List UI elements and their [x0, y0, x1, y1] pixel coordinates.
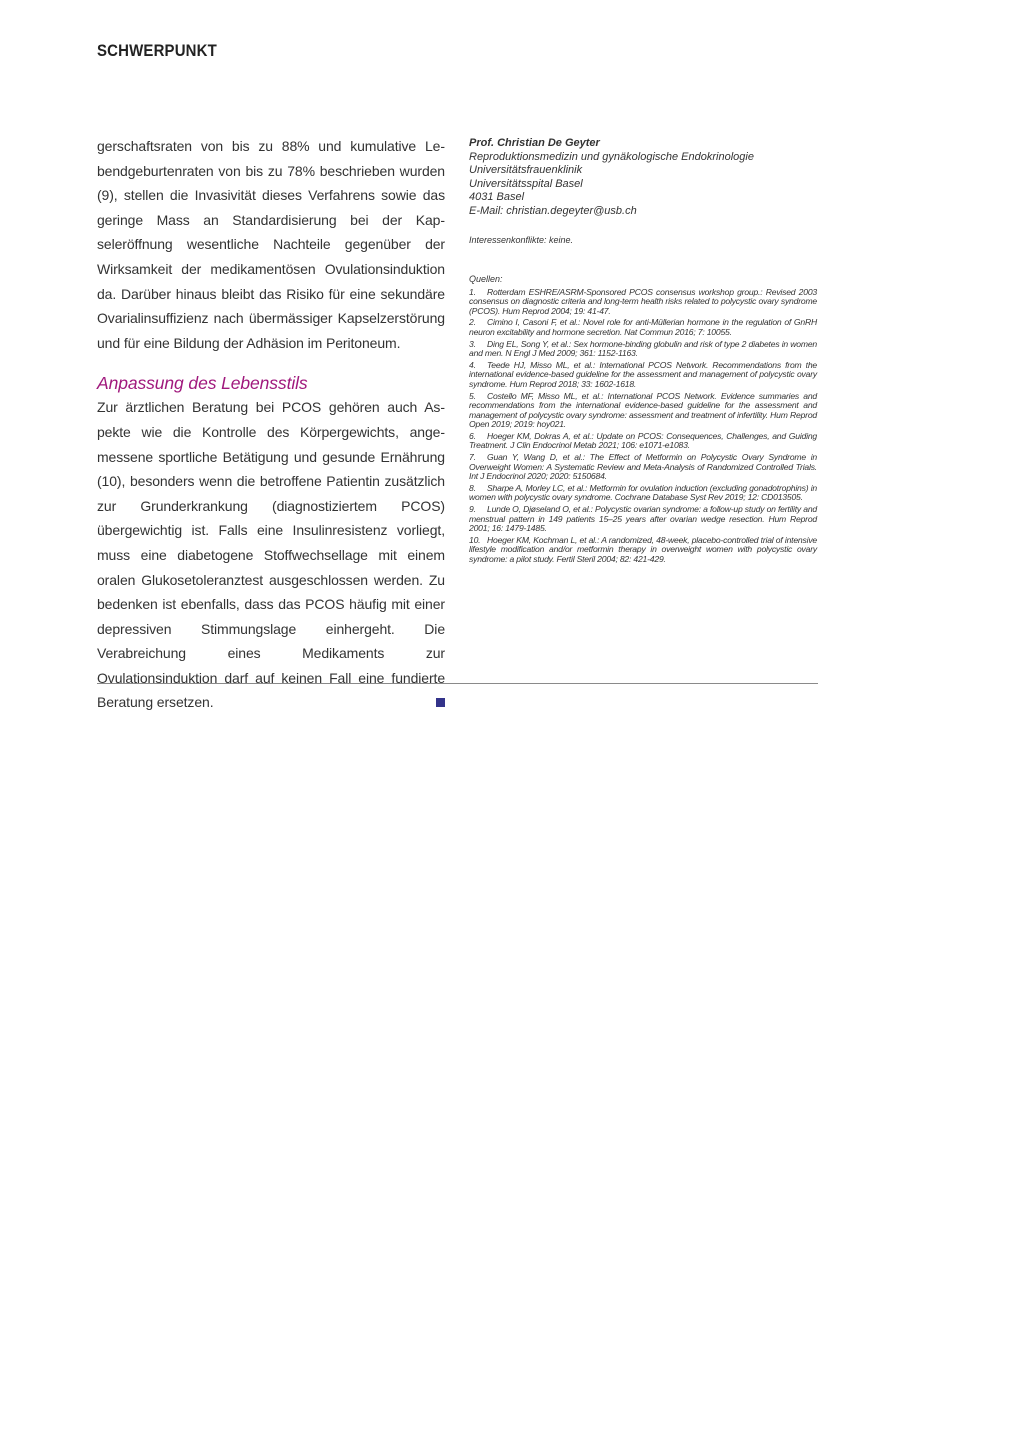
author-affiliation: Universitätsspital Basel — [469, 177, 583, 190]
section-heading: Anpassung des Lebensstils — [97, 373, 308, 394]
reference-text: Hoeger KM, Dokras A, et al.: Update on PCOS: Consequences, Challenges, and Guiding Treatment. J Clin Endocrinol Metab 2021; 106: e1071-e1083. — [469, 430, 817, 451]
reference-number: 10. — [469, 534, 481, 545]
reference-number: 7. — [469, 452, 476, 463]
reference-item — [469, 340, 817, 359]
conflict-of-interest: Interessenkonflikte: keine. — [469, 234, 574, 245]
reference-item — [469, 392, 817, 430]
body-paragraph-text: Zur ärztlichen Beratung bei PCOS gehören auch Aspekte wie die Kontrolle des Körpergewichts, angemessene sportliche Betätigung und gesunde Ernährung (10), besonders wenn die betroffene Patientin zusätzlich zur Grunderkrankung (diagnostiziertem PCOS) übergewichtig ist. Falls eine Insulinresistenz vorliegt, muss eine diabetogene Stoffwechsellage mit einem oralen Glukosetoleranztest ausgeschlossen werden. Zu bedenken ist ebenfalls, dass das PCOS häufig mit einer depressiven Stimmungslage einhergeht. Die Verabreichung eines Medikaments zur Ovulationsinduktion darf auf keinen Fall eine fundierte Beratung ersetzen. — [97, 399, 445, 711]
author-address: 4031 Basel — [469, 191, 525, 204]
reference-list — [469, 288, 817, 565]
reference-number: 8. — [469, 482, 476, 493]
reference-item — [469, 288, 817, 317]
footer-rule — [97, 683, 818, 684]
author-affiliation: Reproduktionsmedizin und gynäkologische Endokrinologie — [469, 150, 754, 163]
reference-item — [469, 536, 817, 565]
reference-item — [469, 505, 817, 534]
main-text-column — [97, 134, 445, 715]
reference-text: Sharpe A, Morley LC, et al.: Metformin for ovulation induction (excluding gonadotrophins) in women with polycystic ovary syndrome. Cochrane Database Syst Rev 2019; 12: CD013505. — [469, 482, 817, 503]
reference-number: 5. — [469, 390, 476, 401]
body-paragraph — [97, 395, 445, 715]
reference-item — [469, 432, 817, 451]
reference-item — [469, 484, 817, 503]
author-name: Prof. Christian De Geyter — [469, 137, 600, 149]
reference-number: 1. — [469, 286, 476, 297]
reference-item — [469, 453, 817, 482]
sources-title: Quellen: — [469, 273, 503, 284]
reference-number: 9. — [469, 504, 476, 515]
reference-text: Teede HJ, Misso ML, et al.: International PCOS Network. Recommendations from the international evidence-based guideline for the assessment and management of polycystic ovary syndrome. Hum Reprod 2018; 33: 1602-1618. — [469, 359, 817, 389]
reference-text: Cimino I, Casoni F, et al.: Novel role for anti-Müllerian hormone in the regulation of GnRH neuron excitability and hormone secretion. Nat Commun 2016; 7: 10055. — [469, 317, 817, 337]
running-head: SCHWERPUNKT — [97, 41, 217, 60]
reference-number: 6. — [469, 430, 476, 441]
reference-number: 3. — [469, 338, 476, 349]
sidebar-column — [469, 137, 817, 567]
end-of-article-square-icon — [436, 698, 445, 707]
reference-number: 2. — [469, 317, 476, 328]
body-paragraph: gerschaftsraten von bis zu 88% und kumulative Lebendgeburtenraten von bis zu 78% beschrieben wurden (9), stellen die Invasivität dieses Verfahrens sowie das geringe Mass an Standardisierung bei der Kapseleröffnung wesentliche Nachteile gegenüber der Wirksamkeit der medikamentösen Ovulationsinduktion da. Darüber hinaus bleibt das Risiko für eine sekundäre Ovarialinsuffizienz nach übermässiger Kapselzerstörung und für eine Bildung der Adhäsion im Peritoneum. — [97, 138, 445, 351]
reference-text: Guan Y, Wang D, et al.: The Effect of Metformin on Polycystic Ovary Syndrome in Overweight Women: A Systematic Review and Meta-Analysis of Randomized Controlled Trials. Int J Endocrinol 2020; 2020: 5150684. — [469, 452, 817, 482]
reference-number: 4. — [469, 359, 476, 370]
author-affiliation: Universitätsfrauenklinik — [469, 164, 583, 177]
reference-text: Ding EL, Song Y, et al.: Sex hormone-binding globulin and risk of type 2 diabetes in women and men. N Engl J Med 2009; 361: 1152-1163. — [469, 338, 817, 359]
reference-text: Rotterdam ESHRE/ASRM-Sponsored PCOS consensus workshop group.: Revised 2003 consensus on diagnostic criteria and long-term health risks related to polycystic ovary syndrome (PCOS). Hum Reprod 2004; 19: 41-47. — [469, 286, 817, 316]
reference-text: Hoeger KM, Kochman L, et al.: A randomized, 48-week, placebo-controlled trial of intensive lifestyle modification and/or metformin therapy in overweight women with polycystic ovary syndrome: a pilot study. Fertil Steril 2004; 82: 421-429. — [469, 534, 817, 564]
author-email: E-Mail: christian.degeyter@usb.ch — [469, 204, 637, 217]
author-block — [469, 137, 817, 219]
reference-item — [469, 318, 817, 337]
reference-text: Lunde O, Djøseland O, et al.: Polycystic ovarian syndrome: a follow-up study on fertility and menstrual pattern in 149 patients 15–25 years after ovarian wedge resection. Hum Reprod 2001; 16: 1479-1485. — [469, 504, 817, 534]
reference-text: Costello MF, Misso ML, et al.: International PCOS Network. Evidence summaries and recommendations from the international evidence-based guideline for the assessment and management of polycystic ovary syndrome: assessment and treatment of infertility. Hum Reprod Open 2019; 2019: hoy021. — [469, 390, 817, 430]
reference-item — [469, 361, 817, 390]
